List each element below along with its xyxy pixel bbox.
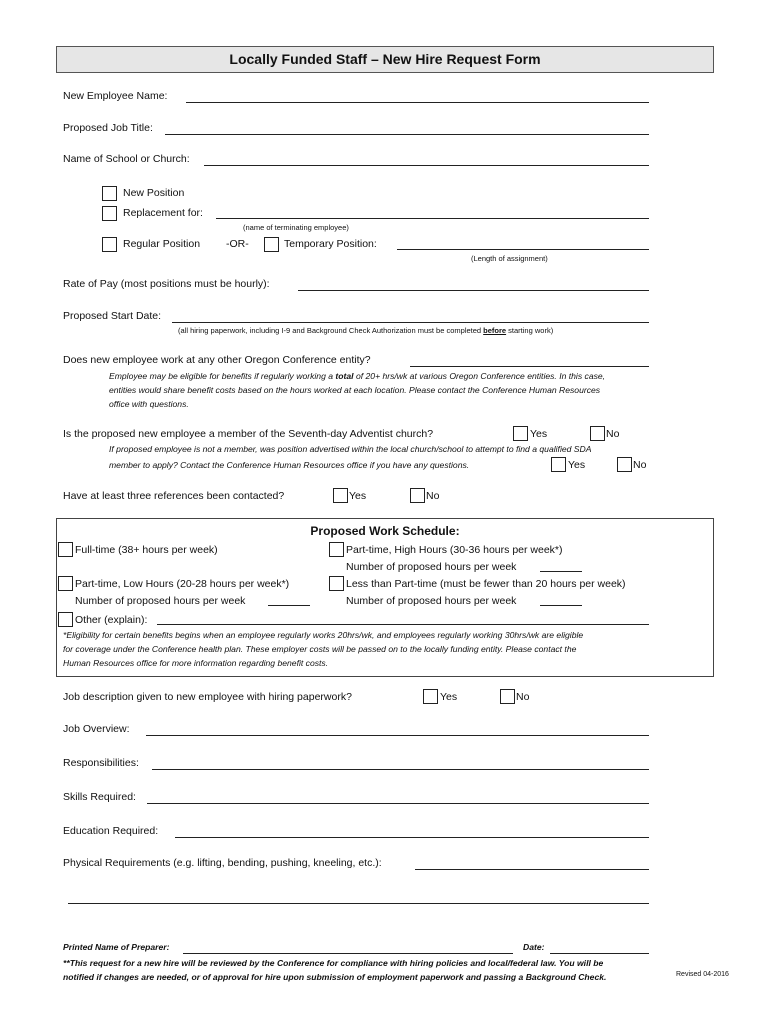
job-desc-yes-checkbox[interactable] [423,689,438,704]
start-date-label: Proposed Start Date: [63,310,162,322]
temporary-position-label: Temporary Position: [284,238,377,250]
less-pt-hours-field[interactable] [540,605,582,606]
or-label: -OR- [226,238,249,250]
regular-position-checkbox[interactable] [102,237,117,252]
form-title: Locally Funded Staff – New Hire Request Form [56,46,714,73]
job-title-field[interactable] [165,134,649,135]
other-entity-question: Does new employee work at any other Oregon Conference entity? [63,354,371,366]
less-pt-label: Less than Part-time (must be fewer than 20 hours per week) [346,578,626,590]
replacement-checkbox[interactable] [102,206,117,221]
schedule-title: Proposed Work Schedule: [310,524,460,538]
start-date-note: (all hiring paperwork, including I-9 and Background Check Authorization must be completed before starting work) [178,326,554,335]
member-no-checkbox[interactable] [590,426,605,441]
pt-high-checkbox[interactable] [329,542,344,557]
pt-high-hours-field[interactable] [540,571,582,572]
references-no-label: No [426,490,440,502]
date-field[interactable] [550,953,649,954]
references-yes-label: Yes [349,490,367,502]
other-schedule-label: Other (explain): [75,614,148,626]
rate-field[interactable] [298,290,649,291]
fulltime-checkbox[interactable] [58,542,73,557]
school-field[interactable] [204,165,649,166]
new-position-checkbox[interactable] [102,186,117,201]
member-note-1: If proposed employee is not a member, was position advertised within the local church/school to attempt to find a qualified SDA [109,444,592,454]
footer-note-2: notified if changes are needed, or of approval for hire upon submission of employment paperwork and passing a Background Check. [63,972,607,982]
job-desc-no-label: No [516,691,530,703]
references-no-checkbox[interactable] [410,488,425,503]
date-label: Date: [523,942,545,952]
employee-name-label: New Employee Name: [63,90,168,102]
revised-date: Revised 04-2016 [676,971,729,978]
overview-field[interactable] [146,735,649,736]
member-no-label: No [606,428,620,440]
member-note-2: member to apply? Contact the Conference Human Resources office if you have any questions. [109,460,470,470]
rate-label: Rate of Pay (most positions must be hourly): [63,278,270,290]
other-entity-field[interactable] [410,366,649,367]
regular-position-label: Regular Position [123,238,201,250]
new-position-label: New Position [123,187,185,199]
advertised-yes-label: Yes [568,459,586,471]
pt-low-hours-label: Number of proposed hours per week [75,595,246,607]
responsibilities-label: Responsibilities: [63,757,139,769]
preparer-label: Printed Name of Preparer: [63,942,170,952]
other-schedule-field[interactable] [157,624,649,625]
references-yes-checkbox[interactable] [333,488,348,503]
pt-low-label: Part-time, Low Hours (20-28 hours per week*) [75,578,290,590]
footer-note-1: **This request for a new hire will be reviewed by the Conference for compliance with hiring policies and local/federal law. You will be [63,958,604,968]
schedule-note: *Eligibility for certain benefits begins when an employee regularly works 20hrs/wk, and employees regularly working 30hrs/wk are eligible for coverage under the Conference health plan. These employer costs will be passed on to the locally funding entity. Please contact the Human Resources office for more information regarding benefit costs. [63,630,584,668]
fulltime-label: Full-time (38+ hours per week) [75,544,218,556]
responsibilities-field[interactable] [152,769,649,770]
pt-high-hours-label: Number of proposed hours per week [346,561,517,573]
job-desc-yes-label: Yes [440,691,458,703]
employee-name-field[interactable] [186,102,649,103]
temporary-note: (Length of assignment) [471,254,548,263]
replacement-label: Replacement for: [123,207,203,219]
temporary-length-field[interactable] [397,249,649,250]
pt-high-label: Part-time, High Hours (30-36 hours per week*) [346,544,563,556]
skills-label: Skills Required: [63,791,136,803]
less-pt-hours-label: Number of proposed hours per week [346,595,517,607]
other-schedule-checkbox[interactable] [58,612,73,627]
pt-low-hours-field[interactable] [268,605,310,606]
member-yes-label: Yes [530,428,548,440]
job-title-label: Proposed Job Title: [63,122,153,134]
education-label: Education Required: [63,825,159,837]
less-pt-checkbox[interactable] [329,576,344,591]
preparer-field[interactable] [183,953,513,954]
replacement-field[interactable] [216,218,649,219]
physical-field-continued[interactable] [68,903,649,904]
advertised-no-label: No [633,459,647,471]
replacement-note: (name of terminating employee) [243,223,349,232]
pt-low-checkbox[interactable] [58,576,73,591]
physical-field[interactable] [415,869,649,870]
temporary-position-checkbox[interactable] [264,237,279,252]
overview-label: Job Overview: [63,723,130,735]
advertised-yes-checkbox[interactable] [551,457,566,472]
start-date-field[interactable] [172,322,649,323]
advertised-no-checkbox[interactable] [617,457,632,472]
member-yes-checkbox[interactable] [513,426,528,441]
job-desc-question: Job description given to new employee with hiring paperwork? [63,691,352,703]
skills-field[interactable] [147,803,649,804]
job-desc-no-checkbox[interactable] [500,689,515,704]
other-entity-note: Employee may be eligible for benefits if regularly working a total of 20+ hrs/wk at various Oregon Conference entities. In this case, entities would share benefit costs based on the hours worked at each location. Please contact the Conference Human Resources office with questions. [109,371,606,409]
references-question: Have at least three references been contacted? [63,490,285,502]
member-question: Is the proposed new employee a member of the Seventh-day Adventist church? [63,428,434,440]
school-label: Name of School or Church: [63,153,190,165]
physical-label: Physical Requirements (e.g. lifting, bending, pushing, kneeling, etc.): [63,857,382,869]
education-field[interactable] [175,837,649,838]
